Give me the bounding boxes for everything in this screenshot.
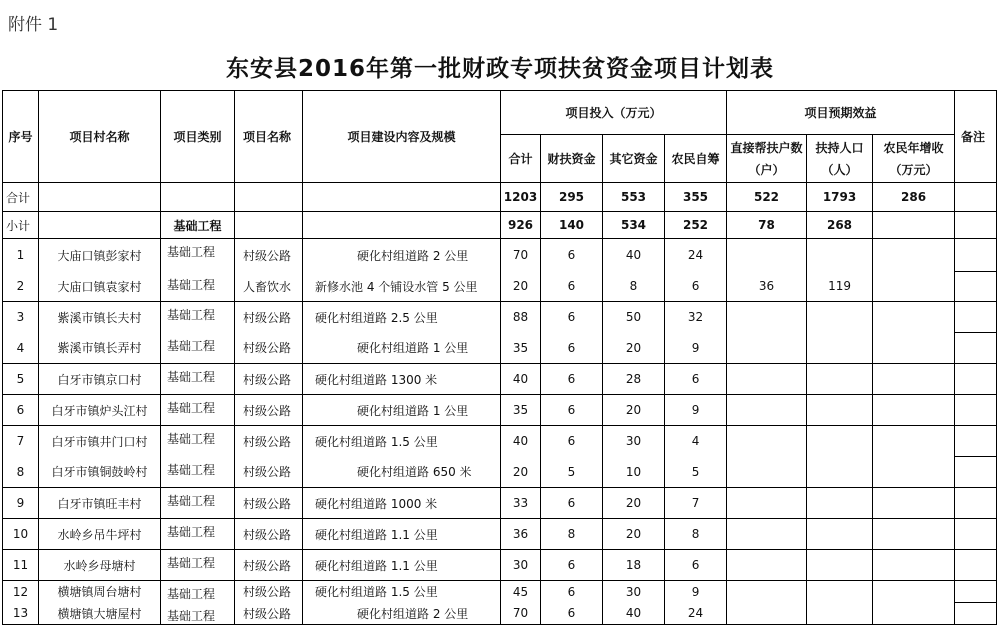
table-row (3, 302, 997, 333)
cell-seq: 7 (3, 426, 39, 457)
cell-farmer: 32 (665, 302, 727, 333)
page-title: 东安县2016年第一批财政专项扶贫资金项目计划表 (225, 56, 774, 82)
header-investment-group: 项目投入（万元） (501, 91, 727, 135)
header-content: 项目建设内容及规模 (303, 91, 501, 183)
cell-population (807, 426, 873, 457)
summary-population: 1793 (807, 183, 873, 212)
cell-households (727, 488, 807, 519)
header-seq: 序号 (3, 91, 39, 183)
cell-name: 村级公路 (235, 581, 303, 603)
cell-fiscal: 6 (541, 239, 603, 272)
cell-fiscal: 6 (541, 603, 603, 625)
cell-households (727, 426, 807, 457)
cell-households (727, 302, 807, 333)
cell-income (873, 239, 955, 302)
cell-other: 10 (603, 457, 665, 488)
subtotal-village (39, 212, 161, 239)
summary-content (303, 183, 501, 212)
cell-remark (955, 581, 997, 603)
cell-remark (955, 488, 997, 519)
subtotal-income (873, 212, 955, 239)
subtotal-total: 926 (501, 212, 541, 239)
header-other: 其它资金 (603, 135, 665, 183)
table-row (3, 550, 997, 581)
cell-content: 硬化村组道路 1000 米 (303, 488, 501, 519)
summary-farmer: 355 (665, 183, 727, 212)
summary-income: 286 (873, 183, 955, 212)
cell-fiscal: 6 (541, 550, 603, 581)
cell-village: 水岭乡母塘村 (39, 550, 161, 581)
cell-category: 基础工程 (161, 603, 235, 625)
subtotal-farmer: 252 (665, 212, 727, 239)
cell-farmer: 9 (665, 581, 727, 603)
cell-seq: 1 (3, 239, 39, 272)
cell-income (873, 581, 955, 603)
summary-category (161, 183, 235, 212)
header-project-name: 项目名称 (235, 91, 303, 183)
cell-population (807, 364, 873, 395)
cell-farmer: 8 (665, 519, 727, 550)
subtotal-population: 268 (807, 212, 873, 239)
summary-remark (955, 183, 997, 212)
cell-fiscal: 6 (541, 581, 603, 603)
summary-project-name (235, 183, 303, 212)
summary-total: 1203 (501, 183, 541, 212)
cell-remark (955, 239, 997, 272)
header-households: 直接帮扶户数（户） (727, 135, 807, 183)
cell-total: 88 (501, 302, 541, 333)
cell-name: 村级公路 (235, 457, 303, 488)
cell-households (727, 395, 807, 426)
cell-total: 45 (501, 581, 541, 603)
table-row (3, 426, 997, 457)
cell-farmer: 7 (665, 488, 727, 519)
cell-other: 40 (603, 603, 665, 625)
cell-remark (955, 302, 997, 333)
cell-fiscal: 6 (541, 488, 603, 519)
cell-name: 村级公路 (235, 519, 303, 550)
cell-content: 硬化村组道路 2 公里 (303, 603, 501, 625)
cell-seq: 2 (3, 272, 39, 302)
cell-households (727, 603, 807, 625)
cell-farmer: 4 (665, 426, 727, 457)
cell-name: 村级公路 (235, 550, 303, 581)
cell-total: 40 (501, 426, 541, 457)
table-row (3, 239, 997, 272)
cell-other: 30 (603, 581, 665, 603)
cell-fiscal: 5 (541, 457, 603, 488)
subtotal-row (3, 212, 997, 239)
cell-fiscal: 6 (541, 426, 603, 457)
cell-income (873, 603, 955, 625)
cell-population (807, 395, 873, 426)
cell-village: 横塘镇周台塘村 (39, 581, 161, 603)
header-farmer: 农民自筹 (665, 135, 727, 183)
cell-farmer: 6 (665, 364, 727, 395)
cell-households (727, 550, 807, 581)
cell-remark (955, 550, 997, 581)
summary-row (3, 183, 997, 212)
cell-name: 村级公路 (235, 333, 303, 364)
cell-farmer: 9 (665, 333, 727, 364)
cell-remark (955, 457, 997, 488)
cell-content: 硬化村组道路 1 公里 (303, 333, 501, 364)
attachment-label: 附件 1 (8, 15, 59, 35)
cell-other: 20 (603, 488, 665, 519)
cell-households (727, 581, 807, 603)
cell-income (873, 457, 955, 488)
cell-content: 新修水池 4 个铺设水管 5 公里 (303, 272, 501, 302)
cell-income (873, 488, 955, 519)
cell-content: 硬化村组道路 1300 米 (303, 364, 501, 395)
subtotal-households: 78 (727, 212, 807, 239)
cell-content: 硬化村组道路 1.1 公里 (303, 519, 501, 550)
cell-households (727, 333, 807, 364)
cell-income (873, 395, 955, 426)
cell-fiscal: 6 (541, 272, 603, 302)
summary-label: 合计 (3, 183, 39, 212)
subtotal-category: 基础工程 (161, 212, 235, 239)
cell-farmer: 24 (665, 603, 727, 625)
subtotal-content (303, 212, 501, 239)
cell-name: 村级公路 (235, 395, 303, 426)
summary-other: 553 (603, 183, 665, 212)
cell-village: 白牙市镇井门口村 (39, 426, 161, 457)
cell-other: 50 (603, 302, 665, 333)
cell-total: 35 (501, 395, 541, 426)
cell-population (807, 457, 873, 488)
cell-fiscal: 6 (541, 333, 603, 364)
cell-total: 70 (501, 239, 541, 272)
subtotal-label: 小计 (3, 212, 39, 239)
cell-seq: 9 (3, 488, 39, 519)
cell-income (873, 426, 955, 457)
cell-total: 30 (501, 550, 541, 581)
cell-income (873, 519, 955, 550)
cell-population (807, 581, 873, 603)
cell-category: 基础工程 (161, 395, 235, 426)
cell-population (807, 519, 873, 550)
cell-remark (955, 364, 997, 395)
cell-farmer: 9 (665, 395, 727, 426)
cell-fiscal: 6 (541, 302, 603, 333)
cell-village: 白牙市镇炉头江村 (39, 395, 161, 426)
cell-population (807, 603, 873, 625)
cell-category: 基础工程 (161, 239, 235, 272)
cell-remark (955, 603, 997, 625)
summary-households: 522 (727, 183, 807, 212)
header-village: 项目村名称 (39, 91, 161, 183)
cell-name: 村级公路 (235, 488, 303, 519)
cell-village: 水岭乡吊牛坪村 (39, 519, 161, 550)
cell-total: 70 (501, 603, 541, 625)
cell-category: 基础工程 (161, 581, 235, 603)
cell-seq: 13 (3, 603, 39, 625)
table-row (3, 603, 997, 625)
cell-other: 28 (603, 364, 665, 395)
header-fiscal: 财扶资金 (541, 135, 603, 183)
cell-households: 36 (727, 239, 807, 302)
table-row (3, 457, 997, 488)
cell-village: 白牙市镇旺丰村 (39, 488, 161, 519)
cell-population: 119 (807, 239, 873, 302)
cell-category: 基础工程 (161, 272, 235, 302)
cell-other: 40 (603, 239, 665, 272)
cell-name: 村级公路 (235, 603, 303, 625)
cell-total: 36 (501, 519, 541, 550)
cell-category: 基础工程 (161, 426, 235, 457)
cell-fiscal: 6 (541, 395, 603, 426)
cell-category: 基础工程 (161, 519, 235, 550)
cell-total: 40 (501, 364, 541, 395)
cell-income (873, 302, 955, 333)
header-category: 项目类别 (161, 91, 235, 183)
header-population: 扶持人口（人） (807, 135, 873, 183)
cell-name: 村级公路 (235, 239, 303, 272)
cell-seq: 11 (3, 550, 39, 581)
cell-other: 8 (603, 272, 665, 302)
cell-fiscal: 8 (541, 519, 603, 550)
cell-content: 硬化村组道路 2 公里 (303, 239, 501, 272)
cell-category: 基础工程 (161, 488, 235, 519)
project-plan-table (2, 90, 997, 625)
cell-village: 白牙市镇京口村 (39, 364, 161, 395)
cell-farmer: 24 (665, 239, 727, 272)
header-income: 农民年增收（万元） (873, 135, 955, 183)
cell-total: 20 (501, 272, 541, 302)
cell-other: 20 (603, 395, 665, 426)
subtotal-fiscal: 140 (541, 212, 603, 239)
cell-seq: 8 (3, 457, 39, 488)
cell-village: 大庙口镇袁家村 (39, 272, 161, 302)
cell-category: 基础工程 (161, 302, 235, 333)
cell-name: 村级公路 (235, 302, 303, 333)
cell-category: 基础工程 (161, 333, 235, 364)
cell-category: 基础工程 (161, 364, 235, 395)
cell-content: 硬化村组道路 2.5 公里 (303, 302, 501, 333)
cell-seq: 3 (3, 302, 39, 333)
cell-content: 硬化村组道路 650 米 (303, 457, 501, 488)
table-row (3, 364, 997, 395)
cell-seq: 6 (3, 395, 39, 426)
cell-farmer: 6 (665, 550, 727, 581)
subtotal-other: 534 (603, 212, 665, 239)
table-row (3, 581, 997, 603)
cell-households (727, 519, 807, 550)
subtotal-project-name (235, 212, 303, 239)
cell-name: 人畜饮水 (235, 272, 303, 302)
subtotal-remark (955, 212, 997, 239)
cell-population (807, 333, 873, 364)
table-row (3, 519, 997, 550)
cell-total: 33 (501, 488, 541, 519)
cell-name: 村级公路 (235, 426, 303, 457)
cell-category: 基础工程 (161, 457, 235, 488)
cell-seq: 5 (3, 364, 39, 395)
header-total: 合计 (501, 135, 541, 183)
cell-other: 20 (603, 333, 665, 364)
cell-village: 紫溪市镇长夫村 (39, 302, 161, 333)
cell-village: 大庙口镇彭家村 (39, 239, 161, 272)
cell-remark (955, 272, 997, 302)
cell-income (873, 364, 955, 395)
summary-village (39, 183, 161, 212)
cell-content: 硬化村组道路 1.5 公里 (303, 581, 501, 603)
cell-village: 横塘镇大塘屋村 (39, 603, 161, 625)
table-row (3, 488, 997, 519)
cell-other: 20 (603, 519, 665, 550)
cell-income (873, 333, 955, 364)
cell-farmer: 5 (665, 457, 727, 488)
cell-households (727, 457, 807, 488)
cell-income (873, 550, 955, 581)
cell-village: 紫溪市镇长弄村 (39, 333, 161, 364)
cell-population (807, 302, 873, 333)
cell-total: 20 (501, 457, 541, 488)
cell-remark (955, 333, 997, 364)
cell-seq: 4 (3, 333, 39, 364)
table-row (3, 395, 997, 426)
cell-fiscal: 6 (541, 364, 603, 395)
cell-category: 基础工程 (161, 550, 235, 581)
cell-other: 18 (603, 550, 665, 581)
cell-population (807, 488, 873, 519)
cell-remark (955, 426, 997, 457)
cell-content: 硬化村组道路 1.1 公里 (303, 550, 501, 581)
cell-remark (955, 395, 997, 426)
table-row (3, 333, 997, 364)
cell-village: 白牙市镇铜鼓岭村 (39, 457, 161, 488)
cell-other: 30 (603, 426, 665, 457)
cell-seq: 10 (3, 519, 39, 550)
cell-content: 硬化村组道路 1.5 公里 (303, 426, 501, 457)
cell-population (807, 550, 873, 581)
cell-farmer: 6 (665, 272, 727, 302)
header-remark: 备注 (955, 91, 997, 183)
header-benefit-group: 项目预期效益 (727, 91, 955, 135)
cell-total: 35 (501, 333, 541, 364)
cell-content: 硬化村组道路 1 公里 (303, 395, 501, 426)
cell-households (727, 364, 807, 395)
cell-name: 村级公路 (235, 364, 303, 395)
summary-fiscal: 295 (541, 183, 603, 212)
cell-remark (955, 519, 997, 550)
cell-seq: 12 (3, 581, 39, 603)
